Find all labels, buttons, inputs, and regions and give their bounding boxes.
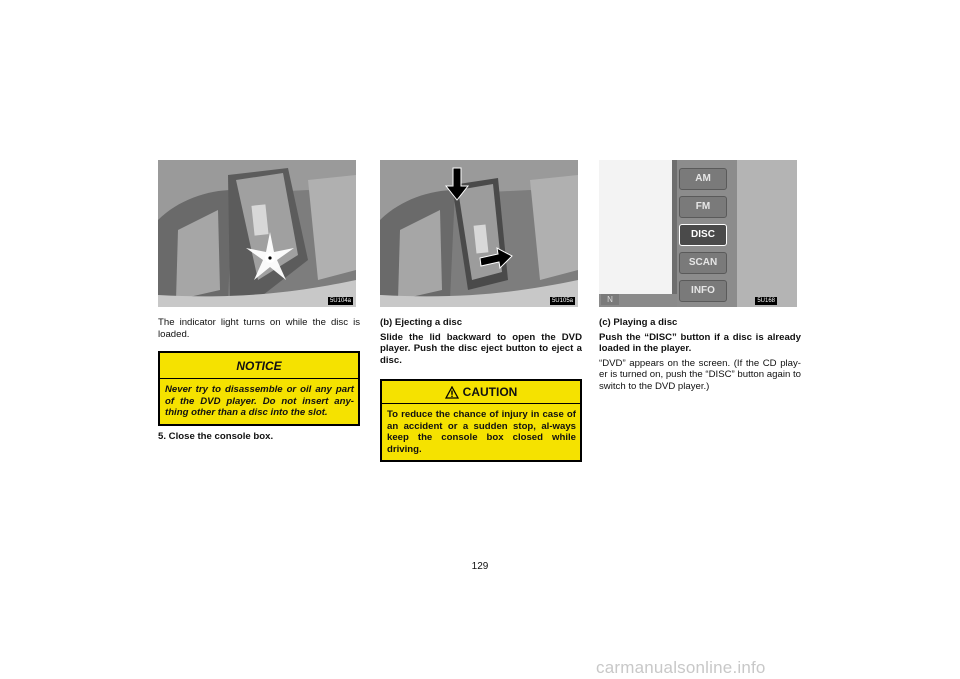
audio-button-stack (679, 168, 727, 302)
caution-text: To reduce the chance of injury in case of an accident or a sudden stop, al-ways keep the console box closed while driving. (382, 403, 580, 460)
image-code: 5U168 (757, 298, 775, 304)
audio-panel-photo (599, 160, 797, 307)
column-play (599, 160, 801, 392)
console-slot-photo (158, 160, 356, 307)
screen-tab: N (601, 294, 619, 305)
play-heading: (c) Playing a disc (599, 317, 678, 328)
info-button[interactable]: INFO (679, 280, 727, 302)
eject-photo (380, 160, 578, 307)
step-close-console: 5. Close the console box. (158, 430, 274, 442)
eject-heading: (b) Ejecting a disc (380, 317, 463, 328)
notice-title: NOTICE (236, 359, 282, 373)
notice-text: Never try to disassemble or oil any part of the DVD player. Do not insert any-thing other than a disc into the slot. (160, 378, 358, 424)
caution-header (382, 381, 580, 403)
eject-instruction: Slide the lid backward to open the DVD player. Push the disc eject button to eject a disc. (380, 331, 582, 366)
play-note: “DVD” appears on the screen. (If the CD play-er is turned on, push the “DISC” button again to switch to the DVD player.) (599, 357, 801, 392)
image-code: 5U104a (329, 298, 351, 304)
scan-button[interactable]: SCAN (679, 252, 727, 274)
caution-title: CAUTION (462, 385, 518, 399)
watermark: carmanualsonline.info (596, 658, 766, 677)
notice-box (158, 351, 360, 426)
play-instruction: Push the “DISC” button if a disc is already loaded in the player. (599, 331, 801, 354)
disc-button[interactable]: DISC (679, 224, 727, 246)
warning-triangle-icon (445, 386, 459, 399)
page-number: 129 (471, 561, 489, 572)
indicator-text: The indicator light turns on while the disc is loaded. (158, 317, 360, 340)
column-eject (380, 160, 582, 462)
am-button[interactable]: AM (679, 168, 727, 190)
column-indicator (158, 160, 360, 442)
caution-box (380, 379, 582, 462)
fm-button[interactable]: FM (679, 196, 727, 218)
image-code: 5U105a (551, 298, 573, 304)
